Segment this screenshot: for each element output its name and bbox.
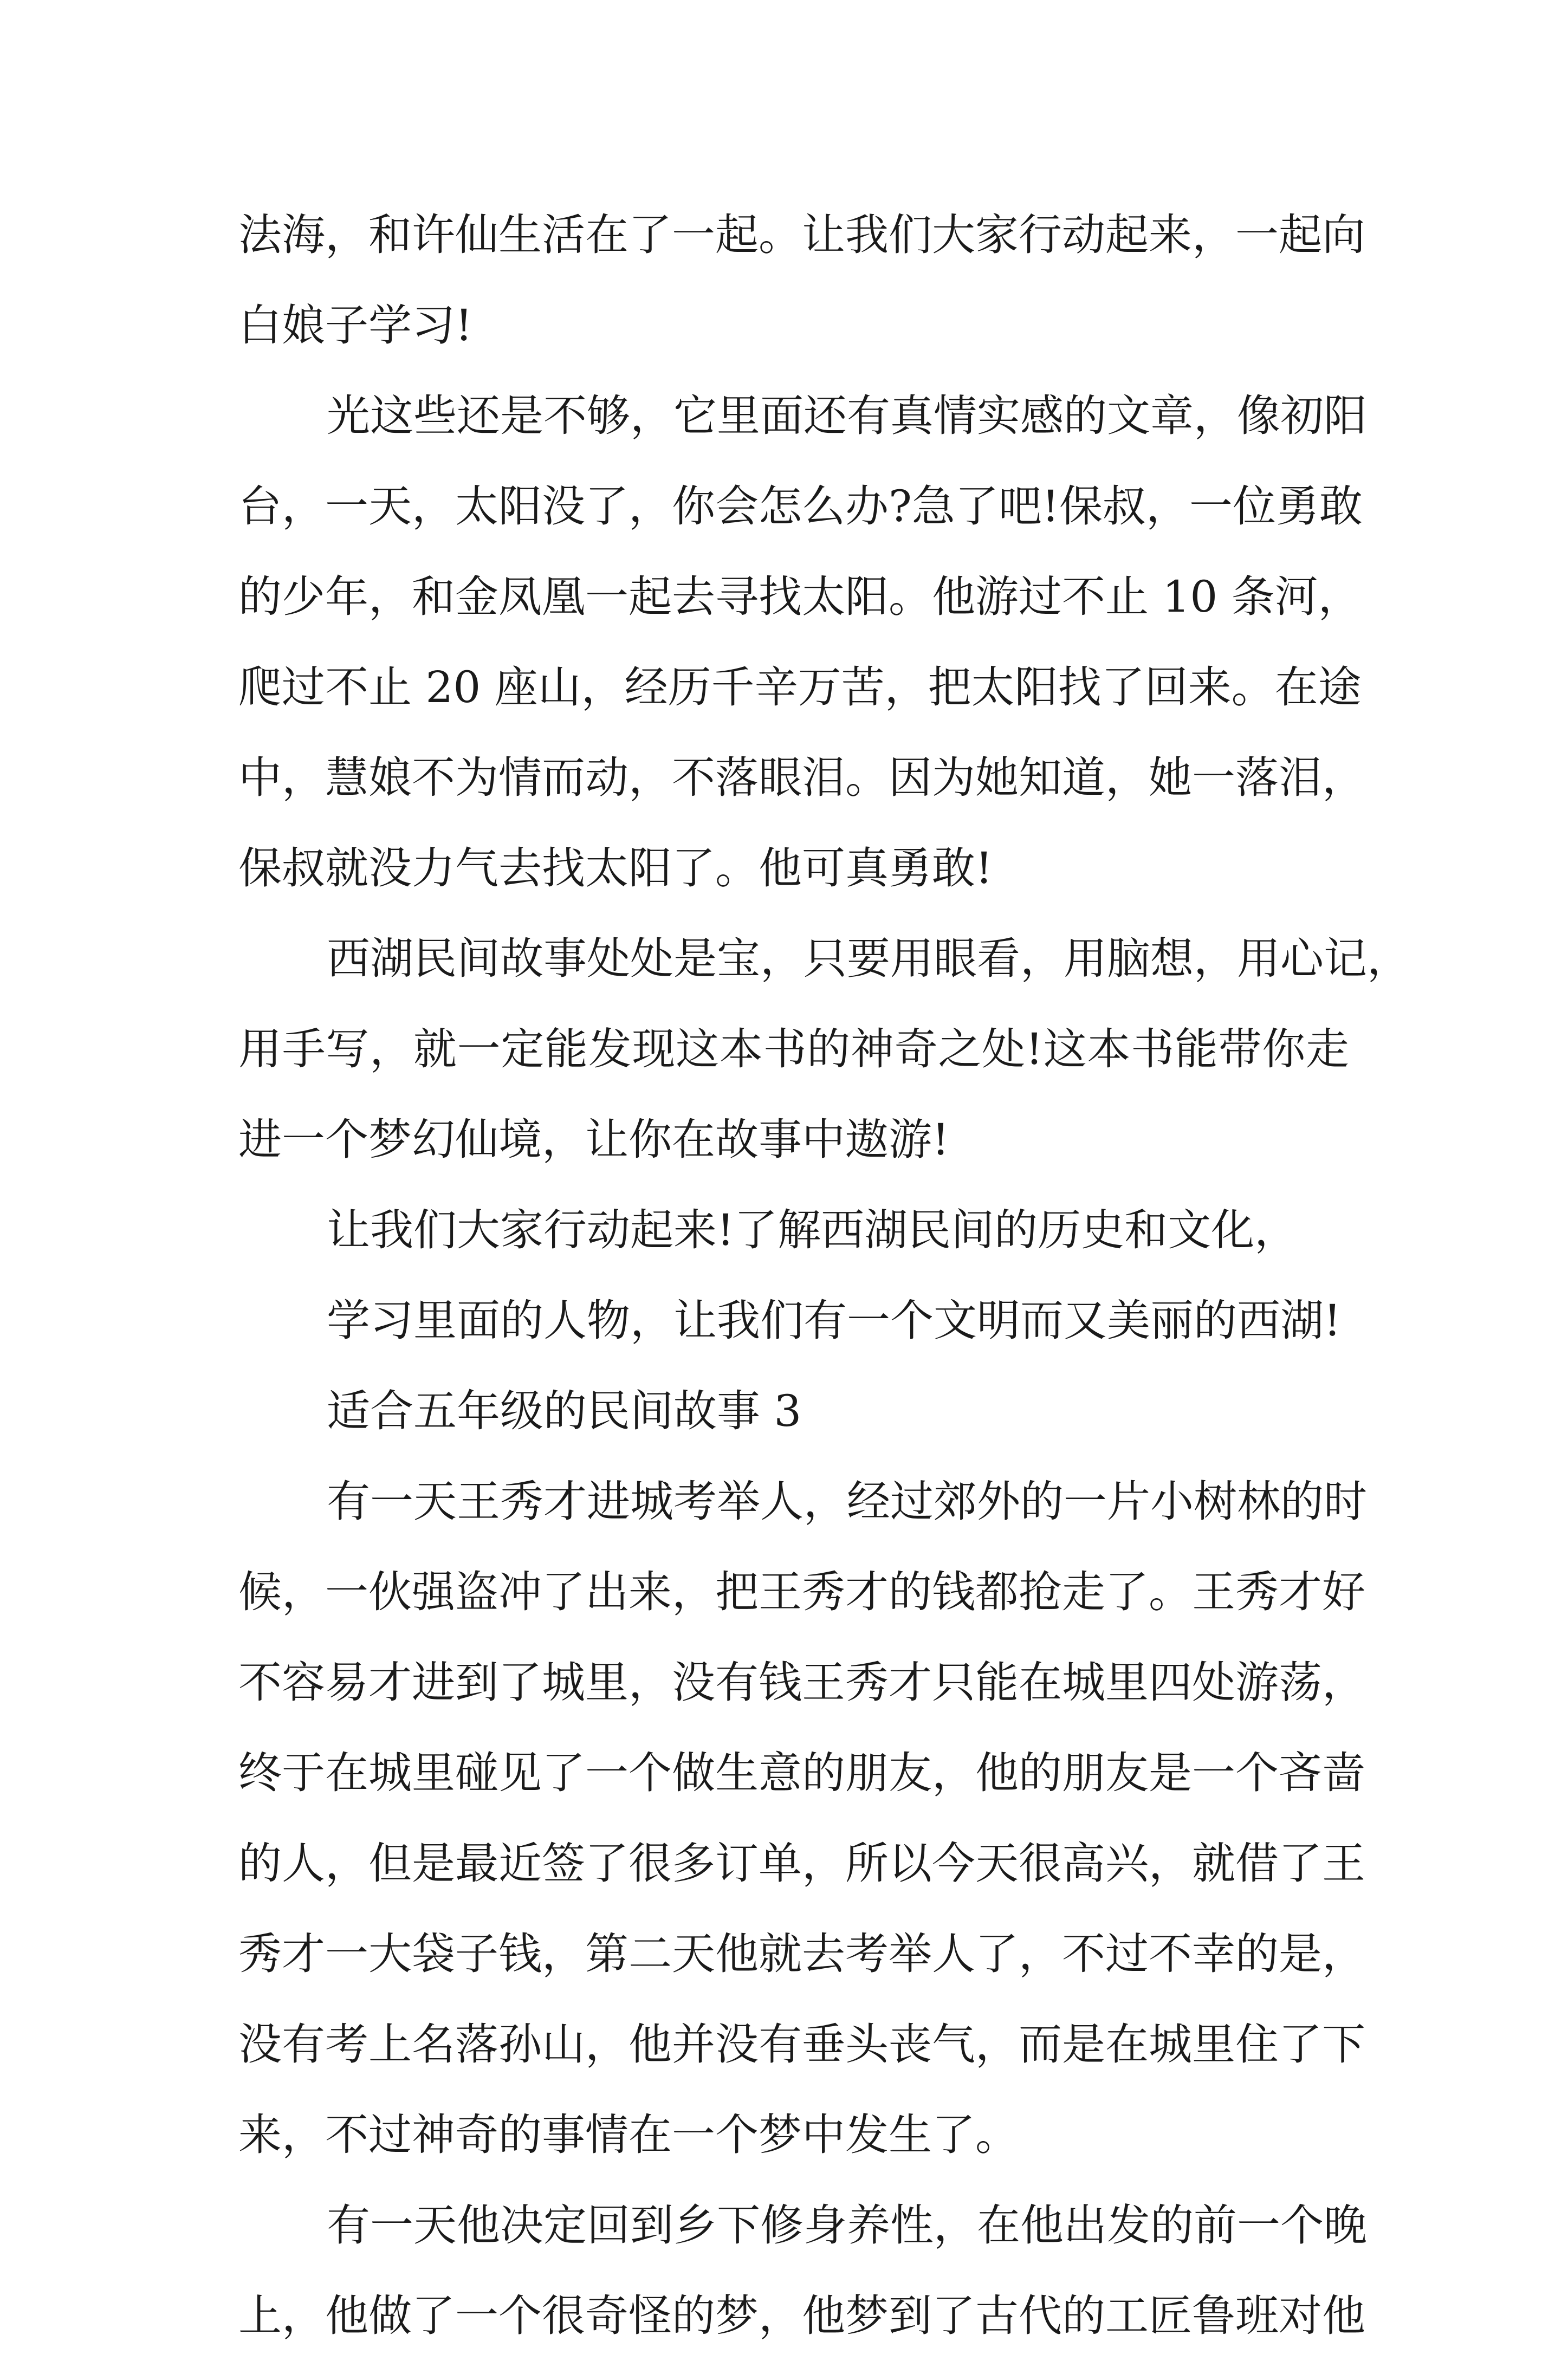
text-line: 让我们大家行动起来!了解西湖民间的历史和文化， <box>327 1205 1298 1255</box>
text-line: 候，一伙强盗冲了出来，把王秀才的钱都抢走了。王秀才好 <box>238 1567 1365 1617</box>
text-line: 终于在城里碰见了一个做生意的朋友，他的朋友是一个吝啬 <box>238 1748 1365 1798</box>
text-line: 法海，和许仙生活在了一起。让我们大家行动起来，一起向 <box>238 210 1365 260</box>
text-line: 有一天他决定回到乡下修身养性，在他出发的前一个晚 <box>327 2200 1367 2250</box>
text-line: 白娘子学习! <box>238 300 473 351</box>
text-line: 西湖民间故事处处是宝，只要用眼看，用脑想，用心记， <box>327 933 1410 984</box>
text-line: 学习里面的人物，让我们有一个文明而又美丽的西湖! <box>327 1295 1342 1346</box>
text-line: 爬过不止 20 座山，经历千辛万苦，把太阳找了回来。在途 <box>238 662 1362 712</box>
text-line: 来，不过神奇的事情在一个梦中发生了。 <box>238 2110 1019 2160</box>
text-line: 保叔就没力气去找太阳了。他可真勇敢! <box>238 843 993 893</box>
text-line: 用手写，就一定能发现这本书的神奇之处!这本书能带你走 <box>238 1024 1349 1074</box>
text-line: 台，一天，太阳没了，你会怎么办?急了吧!保叔，一位勇敢 <box>238 481 1363 531</box>
document-page <box>238 190 1410 2361</box>
text-line: 有一天王秀才进城考举人，经过郊外的一片小树林的时 <box>327 1476 1367 1527</box>
text-line: 秀才一大袋子钱，第二天他就去考举人了，不过不幸的是， <box>238 1929 1365 1979</box>
text-line: 不容易才进到了城里，没有钱王秀才只能在城里四处游荡， <box>238 1657 1365 1708</box>
text-line: 中，慧娘不为情而动，不落眼泪。因为她知道，她一落泪， <box>238 753 1365 803</box>
text-line: 进一个梦幻仙境，让你在故事中遨游! <box>238 1114 950 1165</box>
section-heading: 适合五年级的民间故事 3 <box>327 1386 802 1436</box>
text-line: 光这些还是不够，它里面还有真情实感的文章，像初阳 <box>327 391 1367 441</box>
text-line: 的人，但是最近签了很多订单，所以今天很高兴，就借了王 <box>238 1838 1365 1889</box>
text-line: 上，他做了一个很奇怪的梦，他梦到了古代的工匠鲁班对他 <box>238 2291 1365 2341</box>
text-line: 没有考上名落孙山，他并没有垂头丧气，而是在城里住了下 <box>238 2019 1365 2070</box>
text-line: 的少年，和金凤凰一起去寻找太阳。他游过不止 10 条河， <box>238 572 1362 622</box>
